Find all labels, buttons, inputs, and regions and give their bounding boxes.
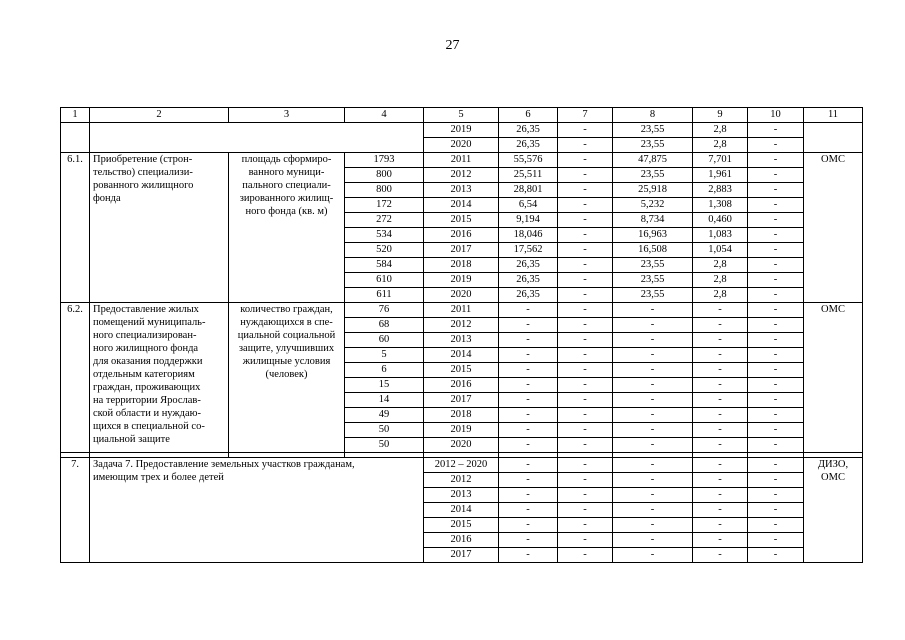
value-c10: - (748, 123, 804, 138)
item-name-line: граждан, проживающих (93, 382, 201, 393)
value-c9: - (693, 438, 748, 453)
indicator-value: 49 (345, 408, 424, 423)
value-c10: - (748, 273, 804, 288)
value-c10: - (748, 213, 804, 228)
item-name-line: циальной защите (93, 434, 170, 445)
year-cell: 2014 (424, 348, 499, 363)
value-c8: 8,734 (613, 213, 693, 228)
column-header: 8 (613, 108, 693, 123)
value-c7: - (558, 438, 613, 453)
value-c9: 1,083 (693, 228, 748, 243)
indicator-name-line: ванного муници- (248, 167, 325, 178)
value-c8: - (613, 533, 693, 548)
item-name-line: фонда (93, 193, 121, 204)
empty-cell (61, 123, 90, 153)
value-c9: 2,8 (693, 123, 748, 138)
indicator-name-line: защите, улучшивших (238, 343, 335, 354)
year-cell: 2014 (424, 503, 499, 518)
header-row (61, 108, 863, 123)
table-row (61, 153, 863, 168)
indicator-name-line: ного фонда (кв. м) (245, 206, 328, 217)
value-c7: - (558, 393, 613, 408)
value-c8: 25,918 (613, 183, 693, 198)
value-c10: - (748, 168, 804, 183)
item-number: 7. (61, 458, 90, 563)
value-c6: - (499, 488, 558, 503)
value-c10: - (748, 473, 804, 488)
value-c9: 2,8 (693, 138, 748, 153)
year-cell: 2016 (424, 378, 499, 393)
value-c8: - (613, 488, 693, 503)
year-cell: 2013 (424, 183, 499, 198)
column-header: 5 (424, 108, 499, 123)
year-cell: 2012 (424, 318, 499, 333)
indicator-value: 68 (345, 318, 424, 333)
indicator-value: 520 (345, 243, 424, 258)
value-c6: - (499, 518, 558, 533)
year-cell: 2019 (424, 273, 499, 288)
value-c10: - (748, 393, 804, 408)
indicator-name-line: нуждающихся в спе- (240, 317, 333, 328)
item-name-line: на территории Ярослав- (93, 395, 201, 406)
value-c7: - (558, 333, 613, 348)
value-c8: - (613, 423, 693, 438)
indicator-value: 610 (345, 273, 424, 288)
value-c7: - (558, 288, 613, 303)
value-c9: 2,883 (693, 183, 748, 198)
item-name-line: ного специализирован- (93, 330, 197, 341)
table-row (61, 123, 863, 138)
value-c6: 55,576 (499, 153, 558, 168)
year-cell: 2017 (424, 243, 499, 258)
value-c7: - (558, 533, 613, 548)
column-header: 1 (61, 108, 90, 123)
value-c6: 26,35 (499, 288, 558, 303)
value-c10: - (748, 138, 804, 153)
column-header: 2 (90, 108, 229, 123)
value-c9: - (693, 548, 748, 563)
executor (804, 458, 863, 563)
value-c10: - (748, 548, 804, 563)
value-c8: 23,55 (613, 123, 693, 138)
value-c6: 28,801 (499, 183, 558, 198)
indicator-value: 60 (345, 333, 424, 348)
table-row (61, 458, 863, 473)
value-c10: - (748, 333, 804, 348)
page-number: 27 (445, 38, 460, 53)
value-c7: - (558, 153, 613, 168)
indicator-name-line: количество граждан, (240, 304, 333, 315)
indicator-name-line: (человек) (265, 369, 308, 380)
value-c6: - (499, 318, 558, 333)
value-c8: 47,875 (613, 153, 693, 168)
value-c9: - (693, 318, 748, 333)
value-c9: 2,8 (693, 273, 748, 288)
year-cell: 2019 (424, 423, 499, 438)
indicator-name-line: площадь сформиро- (241, 154, 332, 165)
item-name-line: Предоставление жилых (93, 304, 199, 315)
value-c10: - (748, 378, 804, 393)
task-name (90, 458, 424, 563)
value-c7: - (558, 258, 613, 273)
value-c6: - (499, 473, 558, 488)
value-c7: - (558, 518, 613, 533)
value-c8: - (613, 363, 693, 378)
value-c7: - (558, 363, 613, 378)
program-table (60, 107, 863, 563)
value-c6: - (499, 503, 558, 518)
value-c6: - (499, 423, 558, 438)
value-c8: 16,963 (613, 228, 693, 243)
item-name-line: ного жилищного фонда (93, 343, 199, 354)
value-c7: - (558, 378, 613, 393)
year-cell: 2014 (424, 198, 499, 213)
value-c6: 25,511 (499, 168, 558, 183)
value-c10: - (748, 408, 804, 423)
item-name-line: Приобретение (строн- (93, 154, 193, 165)
indicator-value: 800 (345, 183, 424, 198)
indicator-value: 15 (345, 378, 424, 393)
value-c9: - (693, 393, 748, 408)
value-c10: - (748, 503, 804, 518)
value-c8: 23,55 (613, 258, 693, 273)
value-c10: - (748, 438, 804, 453)
year-cell: 2013 (424, 333, 499, 348)
value-c9: - (693, 303, 748, 318)
value-c10: - (748, 533, 804, 548)
item-name-line: щихся в специальной со- (93, 421, 205, 432)
value-c9: - (693, 518, 748, 533)
value-c7: - (558, 408, 613, 423)
value-c8: - (613, 518, 693, 533)
value-c9: 1,054 (693, 243, 748, 258)
value-c8: 23,55 (613, 273, 693, 288)
indicator-value: 6 (345, 363, 424, 378)
year-cell: 2013 (424, 488, 499, 503)
value-c10: - (748, 458, 804, 473)
value-c8: 23,55 (613, 288, 693, 303)
indicator-value: 172 (345, 198, 424, 213)
year-cell: 2012 (424, 168, 499, 183)
year-cell: 2011 (424, 303, 499, 318)
value-c7: - (558, 503, 613, 518)
value-c9: - (693, 378, 748, 393)
item-number: 6.2. (61, 303, 90, 453)
item-number: 6.1. (61, 153, 90, 303)
value-c6: - (499, 378, 558, 393)
value-c8: - (613, 548, 693, 563)
value-c10: - (748, 153, 804, 168)
value-c10: - (748, 518, 804, 533)
value-c6: 26,35 (499, 123, 558, 138)
indicator-name-line: пального специали- (242, 180, 331, 191)
value-c6: 17,562 (499, 243, 558, 258)
value-c8: - (613, 333, 693, 348)
value-c9: - (693, 488, 748, 503)
value-c9: - (693, 333, 748, 348)
value-c10: - (748, 243, 804, 258)
value-c7: - (558, 273, 613, 288)
value-c9: 2,8 (693, 258, 748, 273)
value-c8: - (613, 438, 693, 453)
indicator-name-line: циальной социальной (237, 330, 336, 341)
value-c6: 18,046 (499, 228, 558, 243)
year-cell: 2015 (424, 363, 499, 378)
value-c8: 23,55 (613, 138, 693, 153)
indicator-value: 272 (345, 213, 424, 228)
value-c6: - (499, 533, 558, 548)
empty-cell (804, 123, 863, 153)
value-c8: - (613, 458, 693, 473)
year-cell: 2015 (424, 518, 499, 533)
table-body (61, 108, 863, 563)
value-c10: - (748, 303, 804, 318)
value-c10: - (748, 258, 804, 273)
value-c8: - (613, 408, 693, 423)
value-c9: 7,701 (693, 153, 748, 168)
item-name-line: помещений муниципаль- (93, 317, 206, 328)
value-c10: - (748, 198, 804, 213)
indicator-name-line: жилищные условия (242, 356, 331, 367)
value-c9: - (693, 348, 748, 363)
value-c6: - (499, 458, 558, 473)
executor-line: ОМС (821, 472, 845, 483)
year-cell: 2020 (424, 288, 499, 303)
value-c7: - (558, 318, 613, 333)
value-c6: 26,35 (499, 258, 558, 273)
value-c10: - (748, 363, 804, 378)
value-c10: - (748, 228, 804, 243)
value-c9: 2,8 (693, 288, 748, 303)
indicator-value: 584 (345, 258, 424, 273)
column-header: 11 (804, 108, 863, 123)
value-c9: - (693, 473, 748, 488)
indicator-value: 1793 (345, 153, 424, 168)
year-cell: 2011 (424, 153, 499, 168)
value-c10: - (748, 183, 804, 198)
column-header: 4 (345, 108, 424, 123)
value-c7: - (558, 548, 613, 563)
value-c9: 1,308 (693, 198, 748, 213)
item-name-line: для оказания поддержки (93, 356, 203, 367)
value-c7: - (558, 183, 613, 198)
value-c6: - (499, 303, 558, 318)
year-cell: 2020 (424, 438, 499, 453)
value-c6: - (499, 408, 558, 423)
value-c9: - (693, 423, 748, 438)
year-cell: 2020 (424, 138, 499, 153)
value-c8: - (613, 318, 693, 333)
value-c7: - (558, 348, 613, 363)
table-row (61, 303, 863, 318)
value-c10: - (748, 288, 804, 303)
item-name-line: отдельным категориям (93, 369, 195, 380)
value-c9: 1,961 (693, 168, 748, 183)
value-c6: 6,54 (499, 198, 558, 213)
indicator-name (229, 303, 345, 453)
value-c9: - (693, 503, 748, 518)
indicator-value: 800 (345, 168, 424, 183)
column-header: 9 (693, 108, 748, 123)
value-c7: - (558, 168, 613, 183)
year-cell: 2017 (424, 548, 499, 563)
value-c8: 23,55 (613, 168, 693, 183)
empty-cell (90, 123, 424, 153)
value-c6: 26,35 (499, 138, 558, 153)
item-name-line: рованного жилищного (93, 180, 194, 191)
year-cell: 2018 (424, 258, 499, 273)
value-c8: 5,232 (613, 198, 693, 213)
value-c6: - (499, 548, 558, 563)
value-c8: - (613, 503, 693, 518)
value-c7: - (558, 198, 613, 213)
value-c10: - (748, 318, 804, 333)
value-c8: - (613, 303, 693, 318)
value-c7: - (558, 228, 613, 243)
value-c10: - (748, 488, 804, 503)
value-c9: - (693, 533, 748, 548)
column-header: 10 (748, 108, 804, 123)
value-c6: 26,35 (499, 273, 558, 288)
value-c8: - (613, 348, 693, 363)
value-c6: 9,194 (499, 213, 558, 228)
year-cell: 2017 (424, 393, 499, 408)
task-name-line: Задача 7. Предоставление земельных участков гражданам, (93, 459, 355, 470)
item-name (90, 153, 229, 303)
value-c9: - (693, 408, 748, 423)
executor: ОМС (804, 303, 863, 453)
value-c7: - (558, 123, 613, 138)
value-c7: - (558, 138, 613, 153)
value-c6: - (499, 438, 558, 453)
executor-line: ДИЗО, (817, 459, 849, 470)
indicator-name-line: зированного жилищ- (239, 193, 334, 204)
year-cell: 2019 (424, 123, 499, 138)
year-cell: 2012 – 2020 (424, 458, 499, 473)
indicator-value: 14 (345, 393, 424, 408)
indicator-value: 76 (345, 303, 424, 318)
value-c9: - (693, 363, 748, 378)
year-cell: 2016 (424, 533, 499, 548)
item-name-line: ской области и нуждаю- (93, 408, 202, 419)
value-c6: - (499, 363, 558, 378)
value-c10: - (748, 348, 804, 363)
indicator-value: 534 (345, 228, 424, 243)
value-c8: - (613, 393, 693, 408)
value-c6: - (499, 393, 558, 408)
indicator-name (229, 153, 345, 303)
value-c7: - (558, 488, 613, 503)
value-c8: - (613, 473, 693, 488)
value-c10: - (748, 423, 804, 438)
value-c7: - (558, 423, 613, 438)
value-c9: 0,460 (693, 213, 748, 228)
year-cell: 2016 (424, 228, 499, 243)
value-c6: - (499, 348, 558, 363)
value-c8: - (613, 378, 693, 393)
year-cell: 2012 (424, 473, 499, 488)
value-c8: 16,508 (613, 243, 693, 258)
value-c9: - (693, 458, 748, 473)
item-name (90, 303, 229, 453)
indicator-value: 50 (345, 438, 424, 453)
year-cell: 2018 (424, 408, 499, 423)
value-c7: - (558, 303, 613, 318)
indicator-value: 5 (345, 348, 424, 363)
indicator-value: 611 (345, 288, 424, 303)
value-c7: - (558, 243, 613, 258)
task-name-line: имеющим трех и более детей (93, 472, 224, 483)
indicator-value: 50 (345, 423, 424, 438)
value-c7: - (558, 473, 613, 488)
value-c7: - (558, 213, 613, 228)
year-cell: 2015 (424, 213, 499, 228)
value-c6: - (499, 333, 558, 348)
column-header: 3 (229, 108, 345, 123)
item-name-line: тельство) специализи- (93, 167, 193, 178)
column-header: 6 (499, 108, 558, 123)
executor: ОМС (804, 153, 863, 303)
value-c7: - (558, 458, 613, 473)
column-header: 7 (558, 108, 613, 123)
